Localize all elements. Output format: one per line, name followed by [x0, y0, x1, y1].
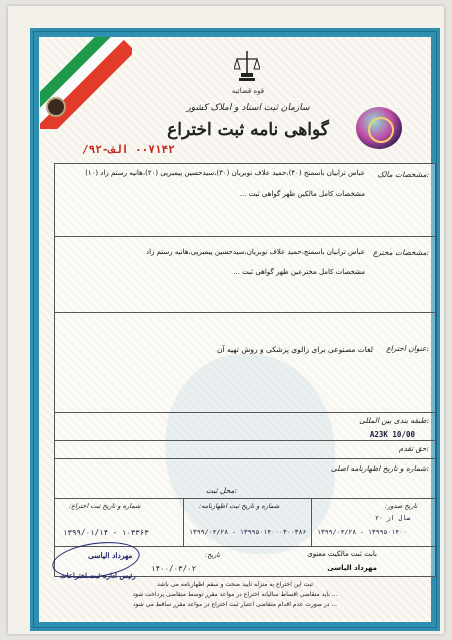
certificate-title: گواهی نامه ثبت اختراع: [167, 120, 329, 140]
punch-hole: [46, 97, 66, 117]
judiciary-emblem-icon: [234, 49, 260, 83]
invention-title-label: عنوان اختراع:: [386, 344, 429, 353]
footer-note-3: ... در صورت عدم اقدام متقاضی اعتبار ثبت اختراع در مواعد مقرر ساقط می شود: [132, 601, 338, 608]
inventors-names: عباس ترابیان باسمنج،حمید علاف نوبریان،سیدحسین پیمبرپی،هانیه رستم زاد: [145, 248, 365, 256]
inventors-label: مشخصات مخترع:: [372, 248, 429, 257]
decorative-border: [30, 28, 440, 631]
date-value: ۱۴۰۰/۰۳/۰۲: [151, 564, 197, 573]
patent-reg-value: ۱۳۹۹/۰۱/۱۴ - ۱۰۳۳۶۳: [63, 528, 149, 537]
invention-title: لغات مصنوعی برای زالوی پزشکی و روش تهیه آن: [217, 345, 373, 354]
registration-place-label: محل ثبت:: [205, 486, 237, 495]
certificate-body: [48, 45, 429, 614]
classification-label: طبقه بندی بین المللی:: [359, 416, 429, 425]
hologram-seal: [356, 107, 402, 149]
validity-note: ۲۰ سال از: [375, 514, 411, 522]
issue-date-value: ۱۳۹۹/۰۴/۲۸ - ۱۳۹۹۵۰۱۴۰۰: [317, 528, 408, 536]
stamp-role: رئیس اداره ثبت اختراعات: [60, 571, 136, 580]
certificate-page: [8, 6, 444, 634]
application-reg-value: ۱۳۹۹/۰۴/۲۸ - ۱۳۹۹۵۰۱۴۰۰۰۳۰۰۳۸۶: [189, 528, 307, 536]
organization-name: سازمان ثبت اسناد و املاک کشور: [186, 103, 310, 113]
original-application-label: شماره و تاریخ اظهارنامه اصلی:: [330, 464, 429, 473]
classification-code: A23K 10/00: [369, 430, 415, 439]
issue-date-label: تاریخ صدور:: [385, 502, 418, 510]
application-reg-label: شماره و تاریخ ثبت اظهارنامه:: [199, 502, 280, 510]
footer-note-1: ثبت این اختراع به منزله تأیید صحت و سقم اظهارنامه می باشد: [157, 581, 313, 588]
date-label: تاریخ:: [205, 551, 221, 559]
emblem-caption: قوه قضائیه: [231, 87, 265, 95]
owners-note: مشخصات کامل مالکین ظهر گواهی ثبت ...: [239, 190, 365, 198]
priority-label: حق تقدم:: [398, 444, 429, 453]
details-sheet: [54, 163, 436, 577]
footer-note-2: ... باید متقاضی اقساط سالیانه اختراع در مواعد مقرر توسط متقاضی پرداخت شود: [132, 591, 338, 598]
stamp-name: مهرداد الیاسی: [88, 551, 133, 560]
inventors-note: مشخصات کامل مخترعین ظهر گواهی ثبت ...: [233, 268, 365, 276]
patent-reg-label: شماره و تاریخ ثبت اختراع:: [69, 502, 141, 510]
owners-names: عباس ترابیان باسمنج (۴۰)،حمید علاف نوبریان (۳۰)،سیدحسین پیمبرپی (۲۰)،هانیه رستم زاد (۱۰): [85, 169, 365, 177]
owners-label: مشخصات مالک:: [377, 170, 429, 179]
serial-number: ۰۰۷۱۴۲ الف-۹۲/: [82, 143, 175, 156]
official-name: مهرداد الیاسی: [327, 564, 377, 572]
ownership-note: بابت ثبت مالکیت معنوی: [307, 550, 377, 558]
map-watermark: [165, 354, 335, 554]
